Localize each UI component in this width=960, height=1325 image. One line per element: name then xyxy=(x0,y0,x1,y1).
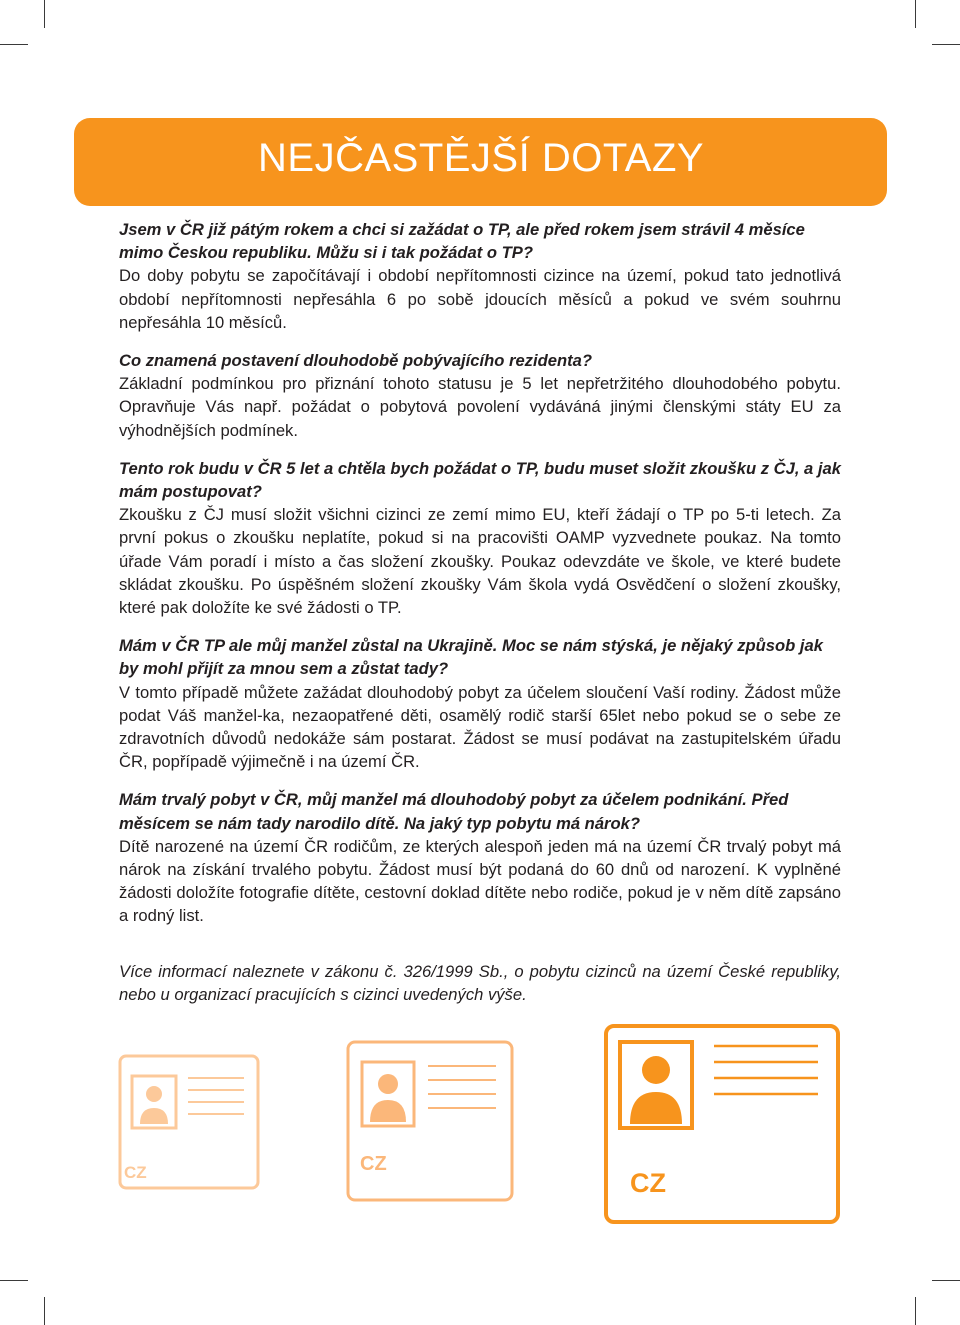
id-card-icon xyxy=(604,1024,840,1224)
crop-mark-top-right xyxy=(915,0,916,28)
faq-answer: Do doby pobytu se započítávají i období nepřítomnosti cizince na území, pokud tato jednotlivá období nepřítomnosti nepřesáhla 6 po sobě jdoucích měsíců a pokud ve svém souhrnu nepřesáhla 10 měsíců. xyxy=(119,266,841,332)
crop-mark-bottom-left xyxy=(44,1297,45,1325)
faq-question: Mám trvalý pobyt v ČR, můj manžel má dlouhodobý pobyt za účelem podnikání. Před měsícem se nám tady narodilo dítě. Na jaký typ pobytu má nárok? xyxy=(119,790,789,833)
faq-question: Mám v ČR TP ale můj manžel zůstal na Ukrajině. Moc se nám stýská, je nějaký způsob jak by mohl přijít za mnou sem a zůstat tady? xyxy=(119,636,823,679)
faq-item xyxy=(119,218,841,334)
page-title: NEJČASTĚJŠÍ DOTAZY xyxy=(258,136,705,180)
footer-note: Více informací naleznete v zákonu č. 326/1999 Sb., o pobytu cizinců na území České republiky, nebo u organizací pracujících s cizinci uvedených výše. xyxy=(119,961,841,1004)
id-card-icon xyxy=(346,1040,514,1202)
card-label: CZ xyxy=(124,1163,147,1182)
crop-mark-bottom-right xyxy=(915,1297,916,1325)
crop-mark-bottom-right-h xyxy=(932,1280,960,1281)
faq-question: Tento rok budu v ČR 5 let a chtěla bych požádat o TP, budu muset složit zkoušku z ČJ, a jak mám postupovat? xyxy=(119,458,841,502)
faq-item xyxy=(119,788,841,927)
faq-answer: Dítě narozené na území ČR rodičům, ze kterých alespoň jeden má na území ČR trvalý pobyt má nárok na získání trvalého pobytu. Žádost musí být podaná do 60 dnů od narození. K vyplněné žádosti doložíte fotografie dítěte, cestovní doklad dítěte nebo rodiče, pokud je v něm dítě zapsáno a rodný list. xyxy=(119,836,841,926)
card-label: CZ xyxy=(630,1168,666,1198)
faq-content xyxy=(119,218,841,1006)
faq-question: Jsem v ČR již pátým rokem a chci si zažádat o TP, ale před rokem jsem strávil 4 měsíce mimo Českou republiku. Můžu si i tak požádat o TP? xyxy=(119,220,805,263)
faq-item xyxy=(119,349,841,442)
faq-item xyxy=(119,634,841,773)
id-card-icon xyxy=(118,1054,260,1190)
crop-mark-top-right-h xyxy=(932,44,960,45)
faq-answer: Zkoušku z ČJ musí složit všichni cizinci ze zemí mimo EU, kteří žádají o TP po 5-ti letech. Za první pokus o zkoušku neplatíte, pokud si na pracovišti OAMP vyzvednete poukaz. Na tomto úřade Vám poradí i místo a čas složení zkoušky. Poukaz odevzdáte ve škole, ve které budete skládat zkoušku. Po úspěšném složení zkoušky Vám škola vydá Osvědčení o složení zkoušky, které pak doložíte ke své žádosti o TP. xyxy=(119,505,841,618)
faq-item xyxy=(119,457,841,619)
crop-mark-bottom-left-h xyxy=(0,1280,28,1281)
crop-mark-top-left-h xyxy=(0,44,28,45)
faq-question: Co znamená postavení dlouhodobě pobývajícího rezidenta? xyxy=(119,351,592,371)
card-label: CZ xyxy=(360,1153,387,1175)
id-card-illustrations xyxy=(0,1040,960,1260)
crop-mark-top-left xyxy=(44,0,45,28)
faq-answer: V tomto případě můžete zažádat dlouhodobý pobyt za účelem sloučení Vaší rodiny. Žádost může podat Váš manžel-ka, nezaopatřené děti, osamělý rodič starší 65let nebo pokud se o sebe ze zdravotních důvodů nedokáže sám postarat. Žádost se musí podávat na zastupitelském úřadu ČR, popřípadě výjimečně i na území ČR. xyxy=(119,682,841,772)
faq-answer: Základní podmínkou pro přiznání tohoto statusu je 5 let nepřetržitého dlouhodobého pobytu. Opravňuje Vás např. požádat o pobytová povolení vydáváná jinými členskými státy EU za výhodnějších podmínek. xyxy=(119,374,841,440)
